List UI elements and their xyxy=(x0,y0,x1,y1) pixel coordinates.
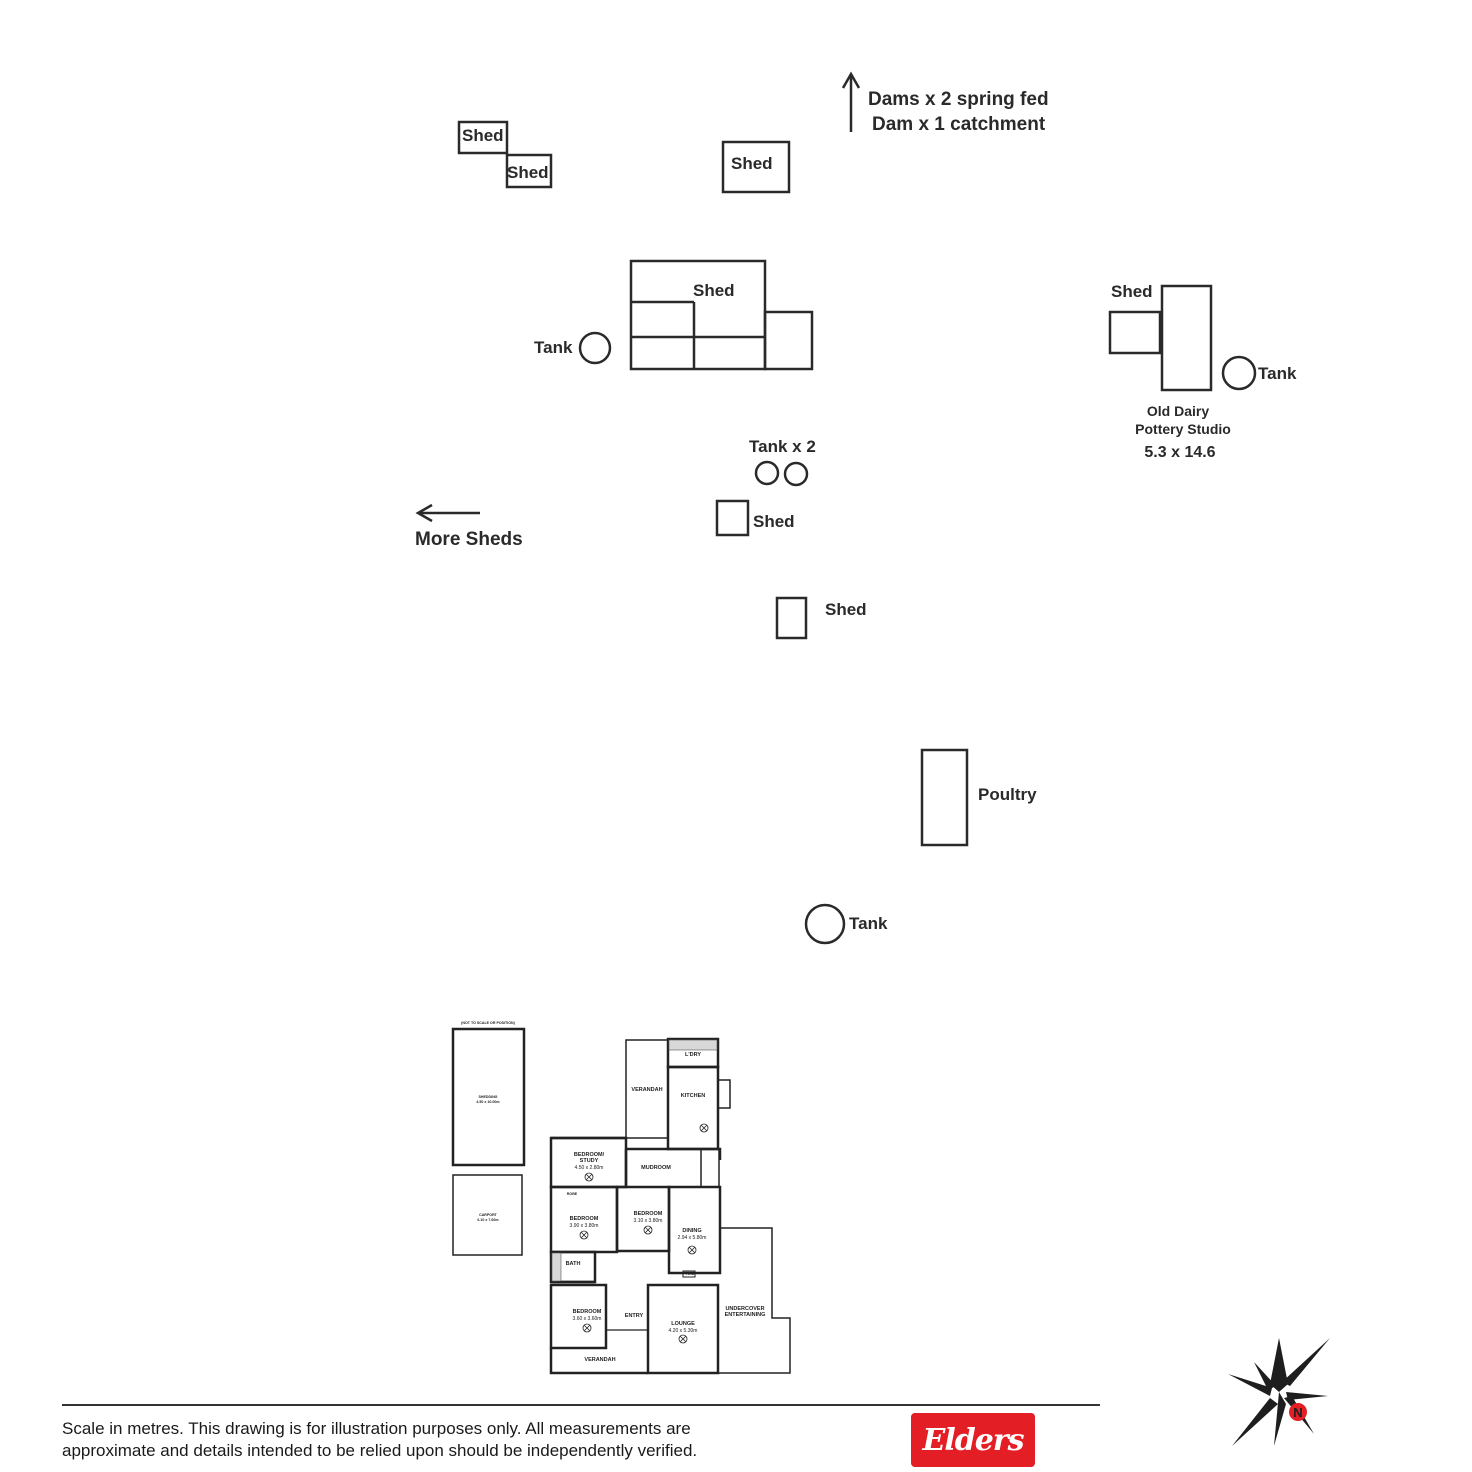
bedroom-study-label: BEDROOM/ xyxy=(573,1152,605,1158)
more-sheds-label: More Sheds xyxy=(415,529,523,550)
bedroom-a-label: BEDROOM xyxy=(569,1216,599,1222)
carport-dim: 6.10 x 7.60m xyxy=(477,1218,499,1222)
shed-label-7: Shed xyxy=(825,600,867,619)
bath-label: BATH xyxy=(565,1261,581,1267)
shed-label-6: Shed xyxy=(753,512,795,531)
bedroom-c-dim: 3.60 x 3.60m xyxy=(572,1316,602,1322)
laundry-label: L'DRY xyxy=(684,1052,702,1058)
left-arrow-icon xyxy=(418,505,480,521)
kitchen-label: KITCHEN xyxy=(680,1093,706,1099)
dams-label-1: Dams x 2 spring fed xyxy=(868,89,1049,110)
shed-label-1: Shed xyxy=(462,126,504,145)
tank-4 xyxy=(785,463,807,485)
robe-label-1: ROBE xyxy=(566,1192,578,1196)
disclaimer-line-1: Scale in metres. This drawing is for illustration purposes only. All measurements are xyxy=(62,1419,691,1438)
entry-label: ENTRY xyxy=(624,1313,644,1319)
tank-label-2: Tank xyxy=(1258,364,1297,383)
verandah-top-label: VERANDAH xyxy=(631,1087,663,1093)
bedroom-study-dim: 4.50 x 2.80m xyxy=(574,1165,604,1171)
tank-3 xyxy=(756,462,778,484)
shedding-dim: 4.50 x 10.00m xyxy=(476,1100,500,1104)
dining-dim: 2.94 x 5.80m xyxy=(677,1235,707,1241)
old-dairy-size: 5.3 x 14.6 xyxy=(1144,444,1216,461)
lounge-label: LOUNGE xyxy=(671,1321,695,1327)
old-dairy-label-2: Pottery Studio xyxy=(1135,421,1231,437)
shedding-label: SHEDDING xyxy=(478,1095,498,1099)
disclaimer-line-2: approximate and details intended to be relied upon should be independently verified. xyxy=(62,1441,698,1460)
verandah-bottom-label: VERANDAH xyxy=(584,1357,616,1363)
shed-label-3: Shed xyxy=(731,154,773,173)
bedroom-a-dim: 3.90 x 3.80m xyxy=(569,1223,599,1229)
tank-x2-label: Tank x 2 xyxy=(749,437,816,456)
tank-label-3: Tank xyxy=(849,914,888,933)
tank-label-1: Tank xyxy=(534,338,573,357)
shed-label-2: Shed xyxy=(507,163,549,182)
fire-label: FIRE xyxy=(685,1272,695,1276)
undercover-label-1: UNDERCOVER xyxy=(725,1306,765,1312)
bedroom-study-label-2: STUDY xyxy=(579,1158,599,1164)
compass-icon xyxy=(1224,1334,1334,1450)
undercover-label-2: ENTERTAINING xyxy=(724,1312,766,1318)
shed-complex xyxy=(631,261,812,369)
shed-5 xyxy=(777,598,806,638)
disclaimer xyxy=(62,1418,762,1462)
tank-5 xyxy=(806,905,844,943)
tank-2 xyxy=(1223,357,1255,389)
old-dairy-label-1: Old Dairy xyxy=(1146,403,1210,419)
north-arrow-icon xyxy=(843,74,859,132)
footer-divider xyxy=(62,1404,1100,1406)
elders-logo: Elders xyxy=(911,1413,1035,1467)
floor-plan xyxy=(453,1021,790,1373)
poultry-label: Poultry xyxy=(978,785,1037,804)
dams-label-2: Dam x 1 catchment xyxy=(872,114,1046,135)
tank-1 xyxy=(580,333,610,363)
old-dairy xyxy=(1162,286,1211,390)
bedroom-b-dim: 3.10 x 3.80m xyxy=(633,1218,663,1224)
lounge-dim: 4.20 x 5.30m xyxy=(668,1328,698,1334)
bedroom-b-label: BEDROOM xyxy=(633,1211,663,1217)
shed-label-5: Shed xyxy=(1111,282,1153,301)
bedroom-c-label: BEDROOM xyxy=(572,1309,602,1315)
mudroom-label: MUDROOM xyxy=(641,1165,671,1171)
shed-label-4: Shed xyxy=(693,281,735,300)
old-dairy-shed xyxy=(1110,312,1160,353)
dining-label: DINING xyxy=(682,1228,702,1234)
not-to-scale-note: (NOT TO SCALE OR POSITION) xyxy=(461,1021,515,1025)
shed-4 xyxy=(717,501,748,535)
carport-label: CARPORT xyxy=(479,1213,497,1217)
poultry-shed xyxy=(922,750,967,845)
svg-text:N: N xyxy=(1293,1405,1303,1420)
